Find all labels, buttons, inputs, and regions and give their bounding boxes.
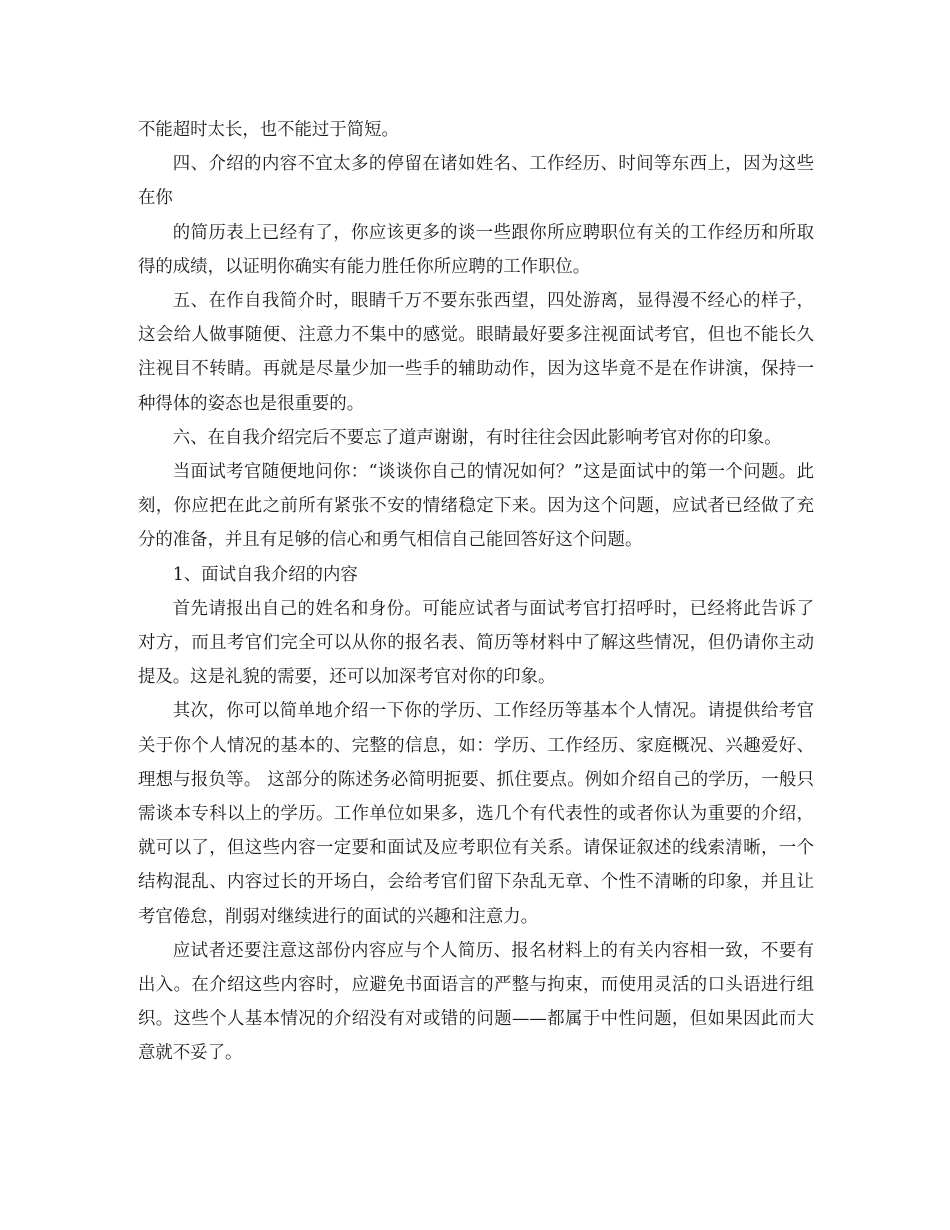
- section-heading: 1、面试自我介绍的内容: [172, 564, 358, 585]
- paragraph: 不能超时太长，也不能过于简短。: [138, 120, 399, 140]
- paragraph: 其次，你可以简单地介绍一下你的学历、工作经历等基本个人情况。请提供给考官关于你个人情况的基本的、完整的信息，如：学历、工作经历、家庭概况、兴趣爱好、理想与报负等。 这部分的陈述务必简明扼要、抓住要点。例如介绍自己的学历，一般只需谈本专科以上的学历。工作单位如果多，选几个有代表性的或者你认为重要的介绍，就可以了，但这些内容一定要和面试及应考职位有关系。请保证叙述的线索清晰，一个结构混乱、内容过长的开场白，会给考官们留下杂乱无章、个性不清晰的印象，并且让考官倦怠，削弱对继续进行的面试的兴趣和注意力。: [138, 701, 814, 927]
- paragraph: 六、在自我介绍完后不要忘了道声谢谢，有时往往会因此影响考官对你的印象。: [172, 427, 782, 448]
- paragraph: 四、介绍的内容不宜太多的停留在诸如姓名、工作经历、时间等东西上，因为这些在你: [138, 154, 814, 209]
- paragraph: 五、在作自我简介时，眼睛千万不要东张西望，四处游离，显得漫不经心的样子，这会给人做事随便、注意力不集中的感觉。眼睛最好要多注视面试考官，但也不能长久注视目不转睛。再就是尽量少加一些手的辅助动作，因为这毕竟不是在作讲演，保持一种得体的姿态也是很重要的。: [138, 291, 814, 414]
- paragraph: 当面试考官随便地问你：“谈谈你自己的情况如何？”这是面试中的第一个问题。此刻，你应把在此之前所有紧张不安的情绪稳定下来。因为这个问题，应试者已经做了充分的准备，并且有足够的信心和勇气相信自己能回答好这个问题。: [138, 462, 814, 551]
- document-body: [138, 113, 814, 1071]
- paragraph: 首先请报出自己的姓名和身份。可能应试者与面试考官打招呼时，已经将此告诉了对方，而且考官们完全可以从你的报名表、简历等材料中了解这些情况，但仍请你主动提及。这是礼貌的需要，还可以加深考官对你的印象。: [138, 598, 814, 688]
- paragraph: 的简历表上已经有了，你应该更多的谈一些跟你所应聘职位有关的工作经历和所取得的成绩，以证明你确实有能力胜任你所应聘的工作职位。: [138, 222, 814, 277]
- paragraph: 应试者还要注意这部份内容应与个人简历、报名材料上的有关内容相一致，不要有出入。在介绍这些内容时，应避免书面语言的严整与拘束，而使用灵活的口头语进行组织。这些个人基本情况的介绍没有对或错的问题——都属于中性问题，但如果因此而大意就不妥了。: [138, 940, 814, 1064]
